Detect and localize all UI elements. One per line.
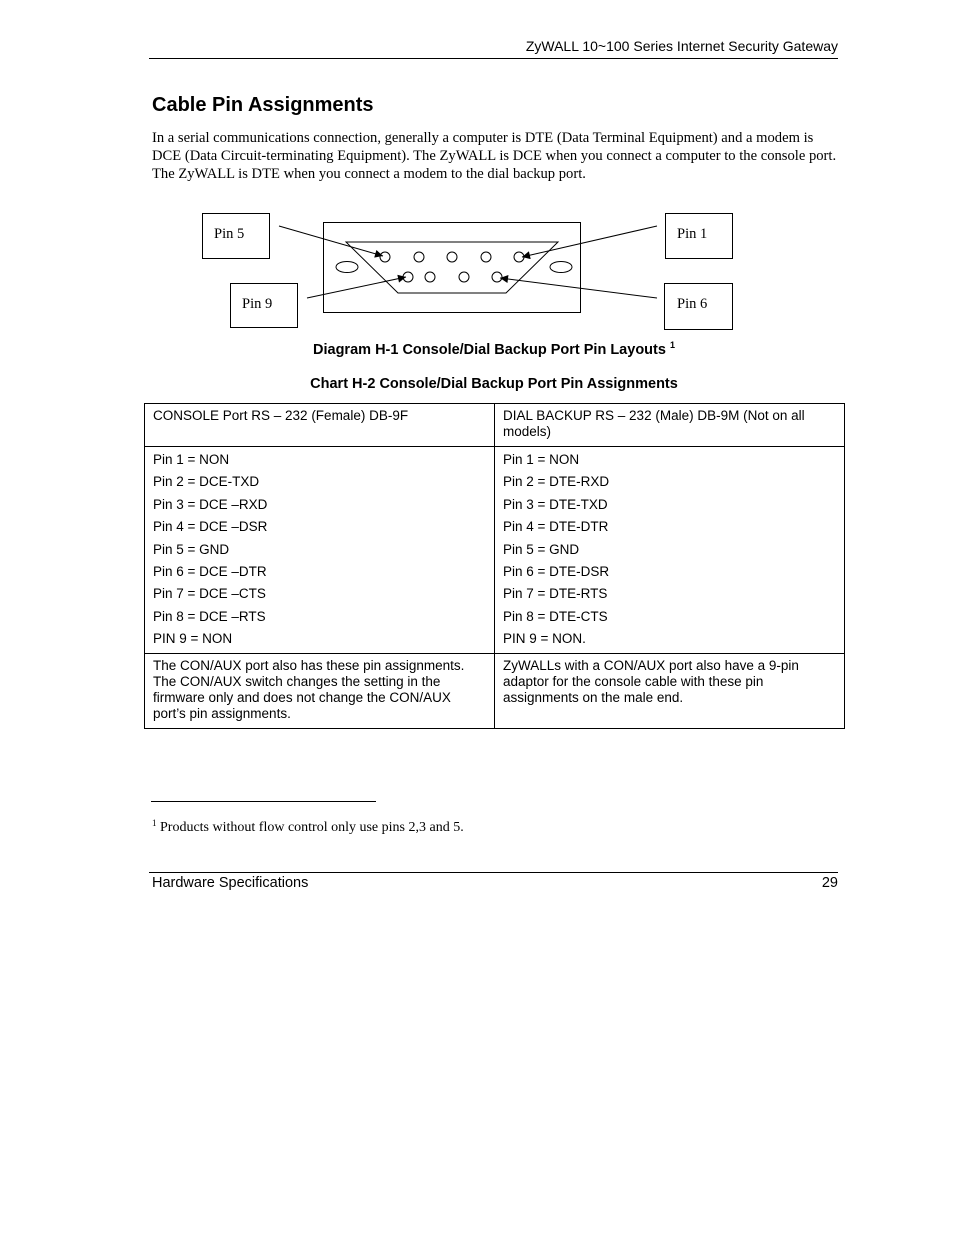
pin-hole	[459, 272, 469, 282]
pin5-label: Pin 5	[214, 226, 245, 242]
dial-note: ZyWALLs with a CON/AUX port also have a 9-pin adaptor for the console cable with these pin assignments on the male end.	[495, 653, 845, 728]
pin5-leader-arrow	[279, 226, 383, 256]
console-note: The CON/AUX port also has these pin assignments. The CON/AUX switch changes the setting in the firmware only and does not change the CON/AUX port’s pin assignments.	[145, 653, 495, 728]
intro-paragraph: In a serial communications connection, generally a computer is DTE (Data Terminal Equipment) and a modem is DCE (Data Circuit-terminating Equipment). The ZyWALL is DCE when you connect a computer to the console port. The ZyWALL is DTE when you connect a modem to the dial backup port.	[152, 130, 837, 182]
dial-pin-8: Pin 8 = DTE-CTS	[503, 608, 608, 624]
pin-hole	[447, 252, 457, 262]
chart-caption: Chart H-2 Console/Dial Backup Port Pin Assignments	[310, 376, 678, 392]
pin-hole	[380, 252, 390, 262]
console-pin-8: Pin 8 = DCE –RTS	[153, 608, 266, 624]
footnote	[152, 818, 464, 836]
page-title: Cable Pin Assignments	[152, 94, 374, 116]
pin-hole	[425, 272, 435, 282]
notes-row	[145, 653, 845, 728]
header-rule	[149, 58, 838, 59]
dial-pin-9: PIN 9 = NON.	[503, 631, 586, 647]
diagram-caption-text: Diagram H-1 Console/Dial Backup Port Pin Layouts	[313, 342, 666, 358]
dial-pin-1: Pin 1 = NON	[503, 452, 580, 467]
console-pin-2: Pin 2 = DCE-TXD	[153, 474, 260, 490]
console-pin-7: Pin 7 = DCE –CTS	[153, 586, 266, 602]
table-header-row	[145, 404, 845, 447]
pin9-label: Pin 9	[242, 296, 273, 312]
pin-list-row	[145, 447, 845, 654]
footnote-text: Products without flow control only use pins 2,3 and 5.	[160, 820, 464, 835]
dial-pin-list	[495, 447, 845, 654]
console-pin-1: Pin 1 = NON	[153, 452, 230, 467]
console-port-header: CONSOLE Port RS – 232 (Female) DB-9F	[145, 404, 495, 447]
footnote-rule	[151, 801, 376, 802]
running-header: ZyWALL 10~100 Series Internet Security Gateway	[525, 38, 838, 54]
console-pin-3: Pin 3 = DCE –RXD	[153, 496, 268, 512]
console-pin-9: PIN 9 = NON	[153, 631, 233, 647]
console-pin-4: Pin 4 = DCE –DSR	[153, 519, 268, 535]
console-pin-6: Pin 6 = DCE –DTR	[153, 564, 267, 580]
mounting-hole-right	[550, 262, 572, 273]
page-number: 29	[821, 875, 838, 891]
console-pin-list	[145, 447, 495, 654]
footer-section-title: Hardware Specifications	[152, 875, 309, 891]
dial-pin-7: Pin 7 = DTE-RTS	[503, 586, 608, 602]
pin-hole	[414, 252, 424, 262]
pin-layout-diagram	[200, 210, 740, 335]
mounting-hole-left	[336, 262, 358, 273]
pin6-leader-arrow	[500, 278, 657, 298]
pin9-leader-arrow	[307, 277, 406, 298]
pin6-label: Pin 6	[677, 296, 708, 312]
diagram-caption	[150, 340, 838, 358]
dial-pin-6: Pin 6 = DTE-DSR	[503, 564, 610, 580]
dial-pin-3: Pin 3 = DTE-TXD	[503, 496, 608, 512]
pin-hole	[481, 252, 491, 262]
dial-pin-4: Pin 4 = DTE-DTR	[503, 519, 609, 535]
diagram-footnote-ref: 1	[669, 340, 675, 350]
db9-shell	[346, 242, 558, 293]
pin-hole	[492, 272, 502, 282]
pin1-label: Pin 1	[677, 226, 708, 242]
dial-pin-2: Pin 2 = DTE-RXD	[503, 474, 610, 490]
footer-rule	[149, 872, 838, 873]
connector-outline	[324, 223, 581, 313]
pin-assignment-table	[144, 403, 845, 729]
footnote-marker: 1	[152, 818, 157, 828]
dial-pin-5: Pin 5 = GND	[503, 541, 580, 557]
dial-backup-header: DIAL BACKUP RS – 232 (Male) DB-9M (Not on all models)	[495, 404, 845, 447]
console-pin-5: Pin 5 = GND	[153, 541, 230, 557]
